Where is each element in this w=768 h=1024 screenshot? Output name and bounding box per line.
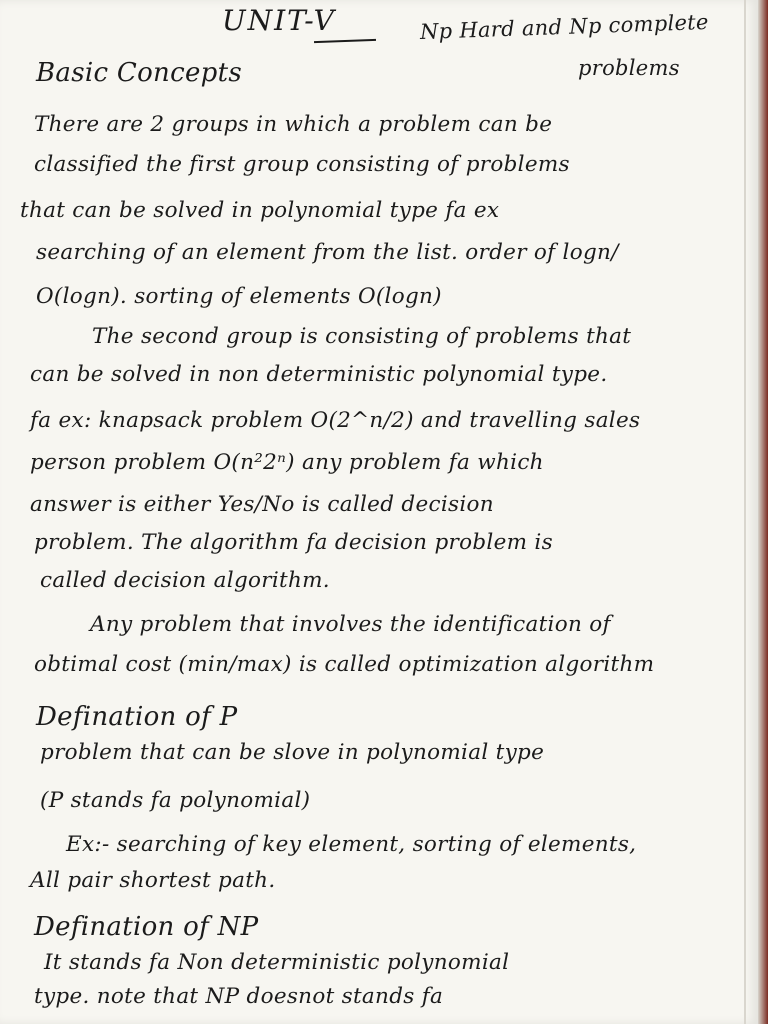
topic-title-line-1: Np Hard and Np complete [419,9,710,44]
text-line: answer is either Yes/No is called decision [30,492,494,517]
unit-title-underline [314,39,376,43]
text-line: called decision algorithm. [40,568,330,593]
text-line: problem that can be slove in polynomial type [40,740,545,765]
text-line: Any problem that involves the identification of [90,612,611,637]
unit-title: UNIT-V [222,4,336,37]
heading-basic-concepts: Basic Concepts [36,58,242,88]
page-fold-line [744,0,746,1024]
text-line: classified the first group consisting of problems [34,152,570,177]
text-line: O(logn). sorting of elements O(logn) [36,284,442,309]
text-line: person problem O(n²2ⁿ) any problem fa which [30,450,544,475]
text-line: that can be solved in polynomial type fa ex [20,198,500,223]
text-line: type. note that NP doesnot stands fa [34,984,444,1009]
text-line: problem. The algorithm fa decision problem is [34,530,553,555]
text-line: can be solved in non deterministic polynomial type. [30,362,608,387]
text-line: All pair shortest path. [30,868,276,893]
text-line: fa ex: knapsack problem O(2^n/2) and travelling sales [30,408,641,433]
text-line: obtimal cost (min/max) is called optimization algorithm [34,652,655,677]
text-line: (P stands fa polynomial) [40,788,311,813]
text-line: searching of an element from the list. order of logn/ [36,240,619,265]
page-edge [758,0,768,1024]
text-line: Ex:- searching of key element, sorting of elements, [66,832,637,857]
heading-defination-of-p: Defination of P [36,702,238,732]
text-line: It stands fa Non deterministic polynomial [44,950,510,975]
topic-title-line-2: problems [578,56,680,80]
text-line: There are 2 groups in which a problem can be [34,112,553,137]
text-line: The second group is consisting of problems that [92,324,632,349]
heading-defination-of-np: Defination of NP [34,912,259,942]
